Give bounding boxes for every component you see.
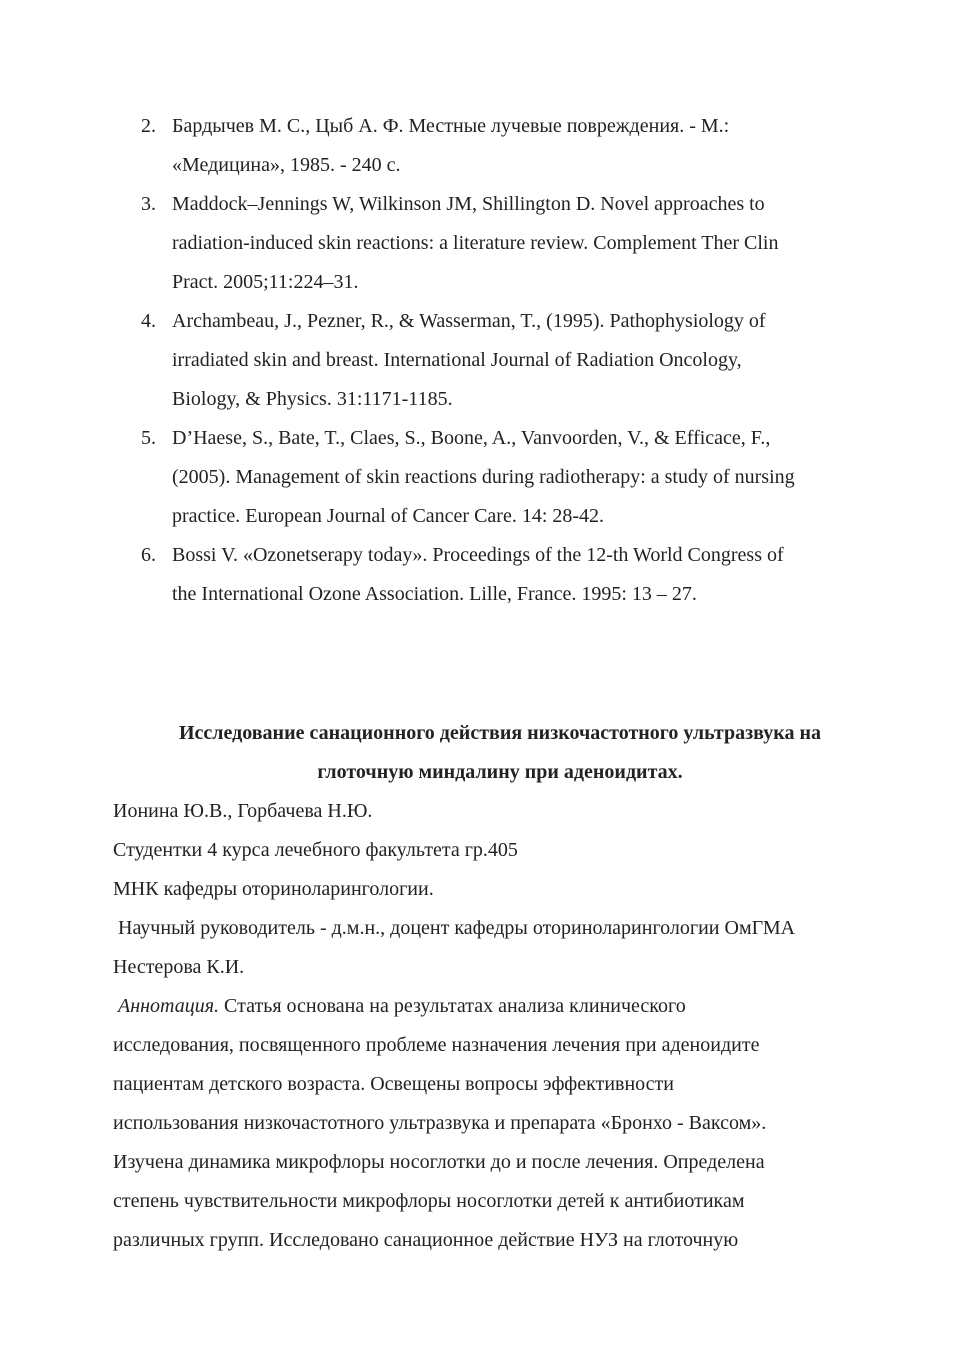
abstract-label: Аннотация. (118, 995, 220, 1017)
reference-line: «Медицина», 1985. - 240 с. (172, 154, 401, 176)
reference-line: Maddock–Jennings W, Wilkinson JM, Shillington D. Novel approaches to (172, 193, 765, 215)
reference-item-6 (141, 536, 881, 614)
reference-number: 2. (141, 115, 156, 137)
article-title-line: Исследование санационного действия низкочастотного ультразвука на (178, 722, 821, 744)
abstract-line: исследования, посвященного проблеме назначения лечения при аденоидите (113, 1034, 760, 1056)
reference-line: irradiated skin and breast. International Journal of Radiation Oncology, (172, 349, 742, 371)
reference-list (141, 107, 881, 614)
reference-line: Bossi V. «Ozonetserapy today». Proceedings of the 12-th World Congress of (172, 544, 784, 566)
article-title (113, 714, 887, 792)
reference-number: 3. (141, 193, 156, 215)
article-society: МНК кафедры оториноларингологии. (113, 878, 434, 900)
article-title-line: глоточную миндалину при аденоидитах. (317, 761, 683, 783)
article-abstract (113, 987, 873, 1260)
abstract-line: использования низкочастотного ультразвука и препарата «Бронхо - Ваксом». (113, 1112, 767, 1134)
article-supervisor: Научный руководитель - д.м.н., доцент кафедры оториноларингологии ОмГМА (113, 917, 796, 939)
reference-line: Biology, & Physics. 31:1171-1185. (172, 388, 453, 410)
reference-item-3 (141, 185, 881, 302)
article-authors: Ионина Ю.В., Горбачева Н.Ю. (113, 800, 373, 822)
reference-number: 6. (141, 544, 156, 566)
abstract-first-line (113, 987, 873, 1026)
article-supervisor-name: Нестерова К.И. (113, 956, 245, 978)
abstract-line: степень чувствительности микрофлоры носоглотки детей к антибиотикам (113, 1190, 745, 1212)
abstract-line: различных групп. Исследовано санационное действие НУЗ на глоточную (113, 1229, 739, 1251)
reference-line: D’Haese, S., Bate, T., Claes, S., Boone, A., Vanvoorden, V., & Efficace, F., (172, 427, 771, 449)
reference-number: 4. (141, 310, 156, 332)
article-meta (113, 792, 903, 987)
reference-line: Archambeau, J., Pezner, R., & Wasserman, T., (1995). Pathophysiology of (172, 310, 766, 332)
abstract-text: Статья основана на результатах анализа клинического (219, 995, 686, 1017)
reference-line: radiation-induced skin reactions: a literature review. Complement Ther Clin (172, 232, 779, 254)
reference-item-2 (141, 107, 881, 185)
article-students: Студентки 4 курса лечебного факультета гр.405 (113, 839, 518, 861)
reference-item-5 (141, 419, 881, 536)
reference-line: Бардычев М. С., Цыб А. Ф. Местные лучевые повреждения. - М.: (172, 115, 730, 137)
reference-line: Pract. 2005;11:224–31. (172, 271, 359, 293)
reference-number: 5. (141, 427, 156, 449)
abstract-line: пациентам детского возраста. Освещены вопросы эффективности (113, 1073, 674, 1095)
reference-item-4 (141, 302, 881, 419)
reference-line: the International Ozone Association. Lille, France. 1995: 13 – 27. (172, 583, 697, 605)
reference-line: (2005). Management of skin reactions during radiotherapy: a study of nursing (172, 466, 795, 488)
reference-line: practice. European Journal of Cancer Care. 14: 28-42. (172, 505, 605, 527)
abstract-line: Изучена динамика микрофлоры носоглотки до и после лечения. Определена (113, 1151, 765, 1173)
